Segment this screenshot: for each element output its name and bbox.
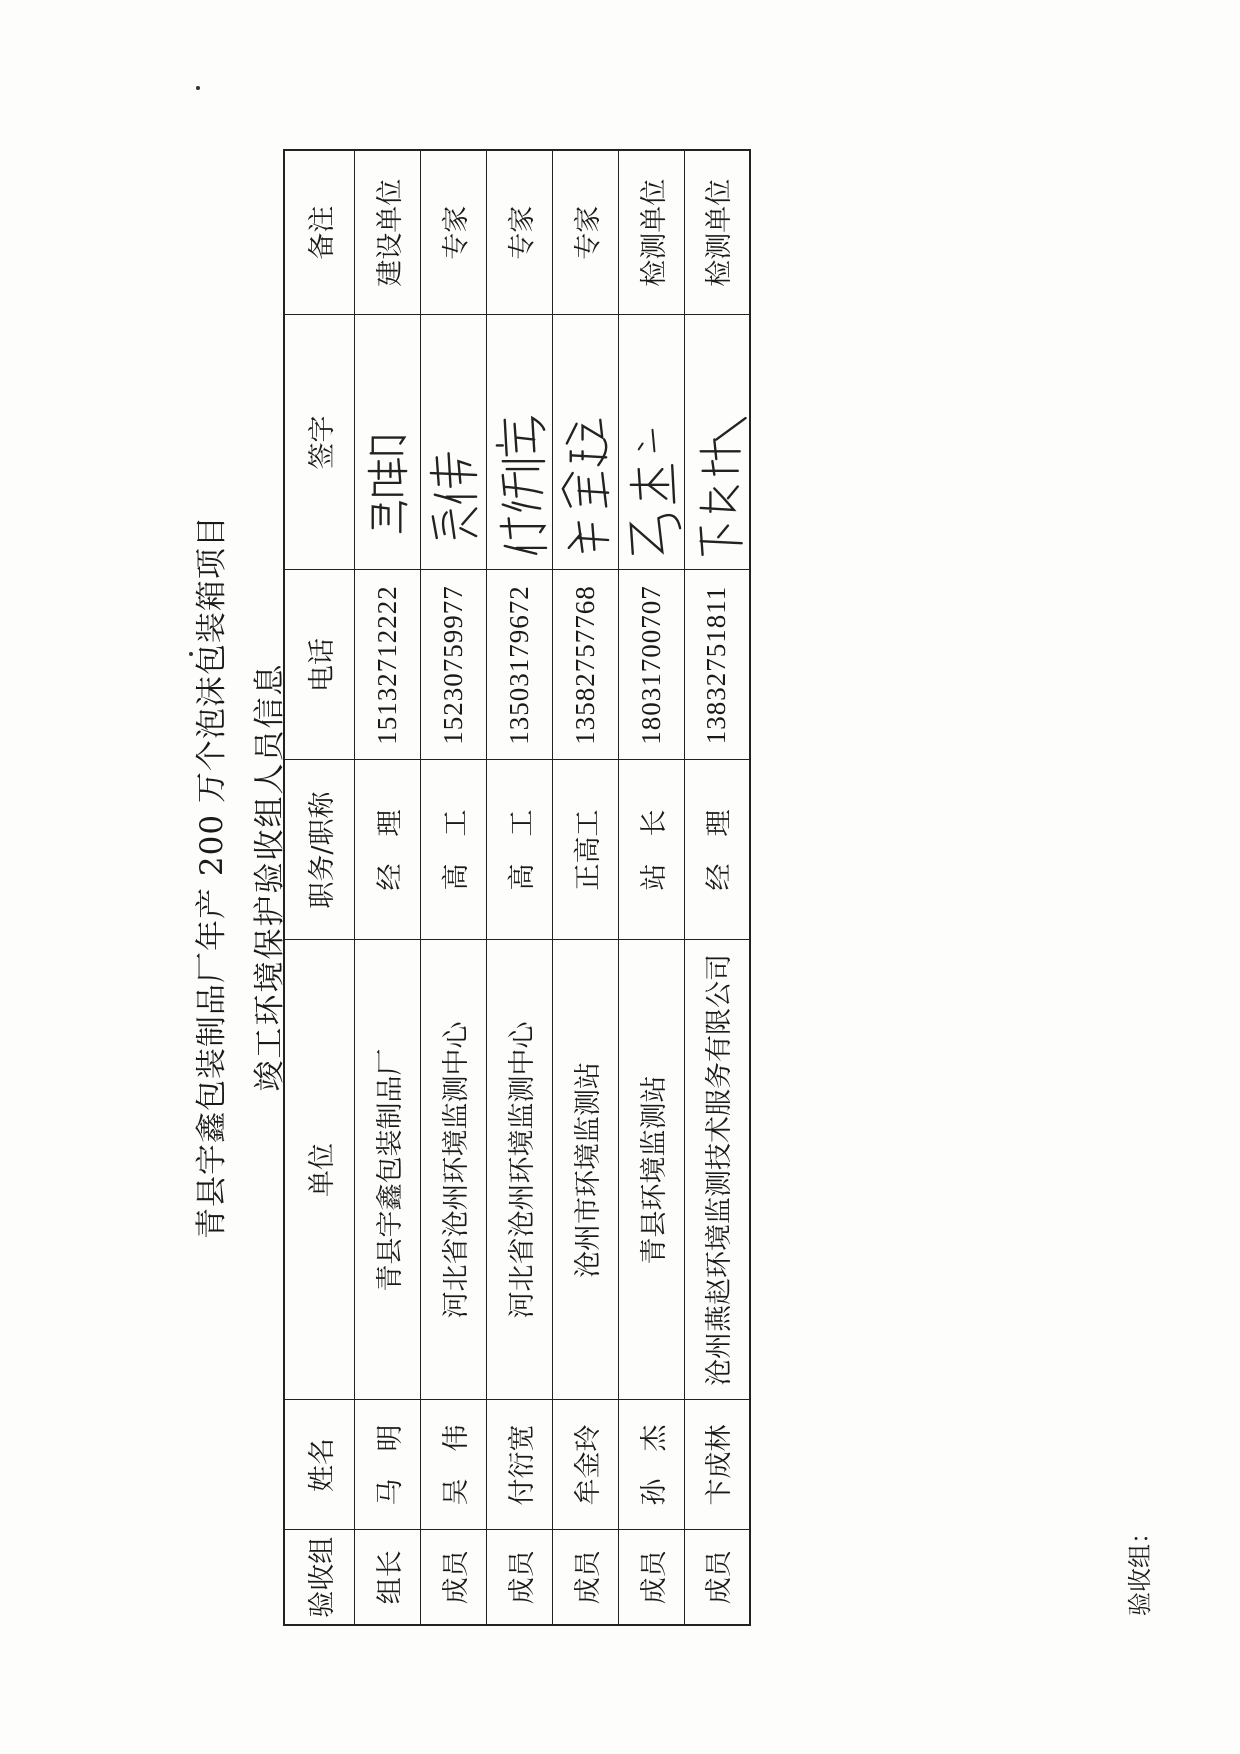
handwritten-signature-bian-chenglin (685, 316, 750, 570)
cell-note: 检测单位 (618, 150, 684, 315)
table-row (552, 150, 618, 1625)
cell-phone: 15230759977 (420, 570, 486, 760)
cell-role: 成员 (486, 1530, 552, 1625)
acceptance-team-table (283, 149, 751, 1626)
document-title: 青县宇鑫包装制品厂年产 200 万个泡沫包装箱项目 (194, 515, 230, 1239)
cell-title: 经 理 (354, 760, 420, 940)
cell-note: 专家 (420, 150, 486, 315)
cell-signature (420, 315, 486, 570)
cell-note: 建设单位 (354, 150, 420, 315)
cell-title: 高 工 (420, 760, 486, 940)
header-unit: 单位 (284, 940, 354, 1400)
cell-phone: 13582757768 (552, 570, 618, 760)
cell-note: 检测单位 (684, 150, 750, 315)
header-name: 姓名 (284, 1400, 354, 1530)
cell-signature (486, 315, 552, 570)
cell-phone: 18031700707 (618, 570, 684, 760)
table-row (684, 150, 750, 1625)
cell-name: 卞成林 (684, 1400, 750, 1530)
cell-unit: 青县宇鑫包装制品厂 (354, 940, 420, 1400)
cell-name: 马 明 (354, 1400, 420, 1530)
handwritten-signature-ma-ming (355, 316, 420, 570)
cell-role: 成员 (420, 1530, 486, 1625)
cell-name: 付衍宽 (486, 1400, 552, 1530)
cell-role: 成员 (618, 1530, 684, 1625)
cell-title: 经 理 (684, 760, 750, 940)
cell-signature (552, 315, 618, 570)
cell-signature (354, 315, 420, 570)
cell-signature (684, 315, 750, 570)
header-signature: 签字 (284, 315, 354, 570)
cell-signature (618, 315, 684, 570)
cell-name: 孙 杰 (618, 1400, 684, 1530)
cell-phone: 13503179672 (486, 570, 552, 760)
header-title: 职务/职称 (284, 760, 354, 940)
cell-title: 高 工 (486, 760, 552, 940)
cell-unit: 沧州市环境监测站 (552, 940, 618, 1400)
handwritten-signature-fu-yankuan (487, 316, 552, 570)
header-group: 验收组 (284, 1530, 354, 1625)
cell-name: 牟金玲 (552, 1400, 618, 1530)
handwritten-signature-sun-jie (619, 316, 684, 570)
cell-phone: 15132712222 (354, 570, 420, 760)
table-row (420, 150, 486, 1625)
cell-note: 专家 (552, 150, 618, 315)
cell-unit: 沧州燕赵环境监测技术服务有限公司 (684, 940, 750, 1400)
cell-title: 正高工 (552, 760, 618, 940)
cell-role: 成员 (684, 1530, 750, 1625)
table-row (486, 150, 552, 1625)
cell-title: 站 长 (618, 760, 684, 940)
table-header-row (284, 150, 354, 1625)
table-row (618, 150, 684, 1625)
header-phone: 电话 (284, 570, 354, 760)
handwritten-signature-mou-jinling (553, 316, 618, 570)
cell-role: 成员 (552, 1530, 618, 1625)
handwritten-signature-wu-wei (421, 316, 486, 570)
document-subtitle: 竣工环境保护验收组人员信息 (252, 662, 288, 1092)
cell-unit: 青县环境监测站 (618, 940, 684, 1400)
cell-phone: 13832751811 (684, 570, 750, 760)
cell-name: 吴 伟 (420, 1400, 486, 1530)
cell-role: 组长 (354, 1530, 420, 1625)
cell-unit: 河北省沧州环境监测中心 (486, 940, 552, 1400)
header-note: 备注 (284, 150, 354, 315)
cell-unit: 河北省沧州环境监测中心 (420, 940, 486, 1400)
table-row (354, 150, 420, 1625)
cell-note: 专家 (486, 150, 552, 315)
footer-label: 验收组： (1126, 1520, 1154, 1616)
